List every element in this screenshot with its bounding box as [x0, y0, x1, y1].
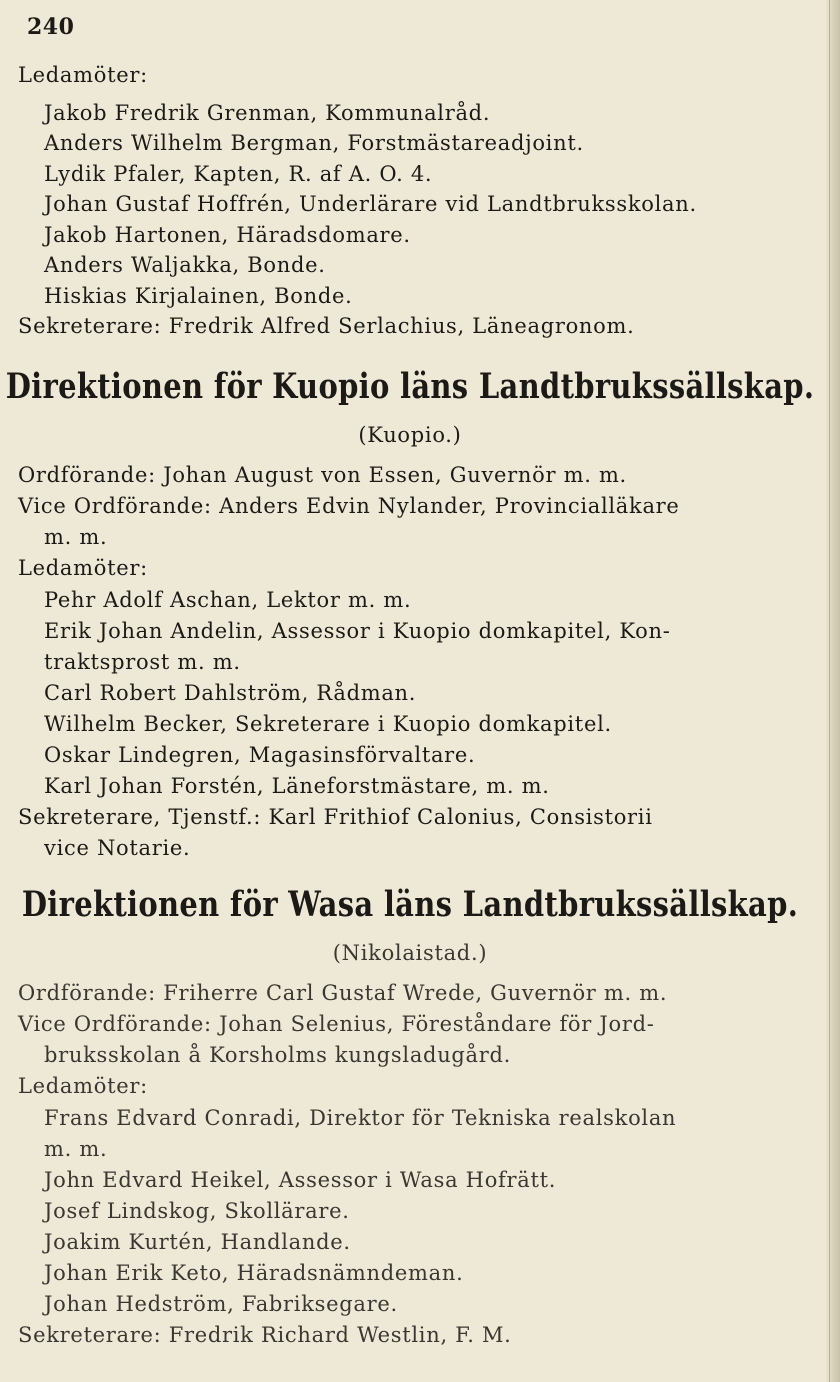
- member-line: Erik Johan Andelin, Assessor i Kuopio domkapitel, Kon-: [44, 619, 671, 643]
- member-line: Carl Robert Dahlström, Rådman.: [44, 681, 417, 705]
- member-line: Hiskias Kirjalainen, Bonde.: [44, 284, 353, 308]
- members-label: Ledamöter:: [18, 556, 148, 580]
- member-line: Wilhelm Becker, Sekreterare i Kuopio domkapitel.: [44, 712, 612, 736]
- member-line: John Edvard Heikel, Assessor i Wasa Hofrätt.: [44, 1168, 557, 1192]
- section-place: (Kuopio.): [358, 423, 462, 447]
- chairman-line: Ordförande: Johan August von Essen, Guvernör m. m.: [18, 463, 627, 487]
- secretary-line: Sekreterare: Fredrik Alfred Serlachius, Läneagronom.: [18, 314, 635, 338]
- member-line: Jakob Hartonen, Häradsdomare.: [44, 223, 411, 247]
- members-label: Ledamöter:: [18, 63, 148, 87]
- member-line: Josef Lindskog, Skollärare.: [44, 1199, 350, 1223]
- vice-chairman-line: Vice Ordförande: Johan Selenius, Föreståndare för Jord-: [18, 1012, 655, 1036]
- section-place: (Nikolaistad.): [332, 941, 488, 965]
- member-line: Anders Wilhelm Bergman, Forstmästareadjoint.: [44, 131, 584, 155]
- secretary-line: Sekreterare: Fredrik Richard Westlin, F. M.: [18, 1323, 512, 1347]
- members-label: Ledamöter:: [18, 1074, 148, 1098]
- member-line: Lydik Pfaler, Kapten, R. af A. O. 4.: [44, 162, 433, 186]
- member-line-continuation: traktsprost m. m.: [44, 650, 241, 674]
- vice-chairman-continuation: m. m.: [44, 525, 108, 549]
- vice-chairman-line: Vice Ordförande: Anders Edvin Nylander, Provincialläkare: [18, 494, 680, 518]
- vice-chairman-continuation: bruksskolan å Korsholms kungsladugård.: [44, 1043, 512, 1067]
- member-line-continuation: m. m.: [44, 1137, 108, 1161]
- page-edge: [826, 0, 840, 1382]
- member-line: Joakim Kurtén, Handlande.: [44, 1230, 351, 1254]
- secretary-continuation: vice Notarie.: [44, 836, 191, 860]
- member-line: Oskar Lindegren, Magasinsförvaltare.: [44, 743, 476, 767]
- member-line: Frans Edvard Conradi, Direktor för Tekniska realskolan: [44, 1106, 677, 1130]
- member-line: Jakob Fredrik Grenman, Kommunalråd.: [44, 101, 491, 125]
- page-number: 240: [27, 14, 75, 40]
- member-line: Anders Waljakka, Bonde.: [44, 253, 326, 277]
- secretary-line: Sekreterare, Tjenstf.: Karl Frithiof Calonius, Consistorii: [18, 805, 653, 829]
- member-line: Johan Gustaf Hoffrén, Underlärare vid Landtbruksskolan.: [44, 192, 697, 216]
- section-heading: Direktionen för Wasa läns Landtbrukssällskap.: [21, 884, 799, 925]
- member-line: Johan Hedström, Fabriksegare.: [44, 1292, 398, 1316]
- member-line: Karl Johan Forstén, Läneforstmästare, m. m.: [44, 774, 550, 798]
- member-line: Pehr Adolf Aschan, Lektor m. m.: [44, 588, 412, 612]
- member-line: Johan Erik Keto, Häradsnämndeman.: [44, 1261, 464, 1285]
- chairman-line: Ordförande: Friherre Carl Gustaf Wrede, Guvernör m. m.: [18, 981, 668, 1005]
- section-heading: Direktionen för Kuopio läns Landtbrukssällskap.: [5, 366, 815, 407]
